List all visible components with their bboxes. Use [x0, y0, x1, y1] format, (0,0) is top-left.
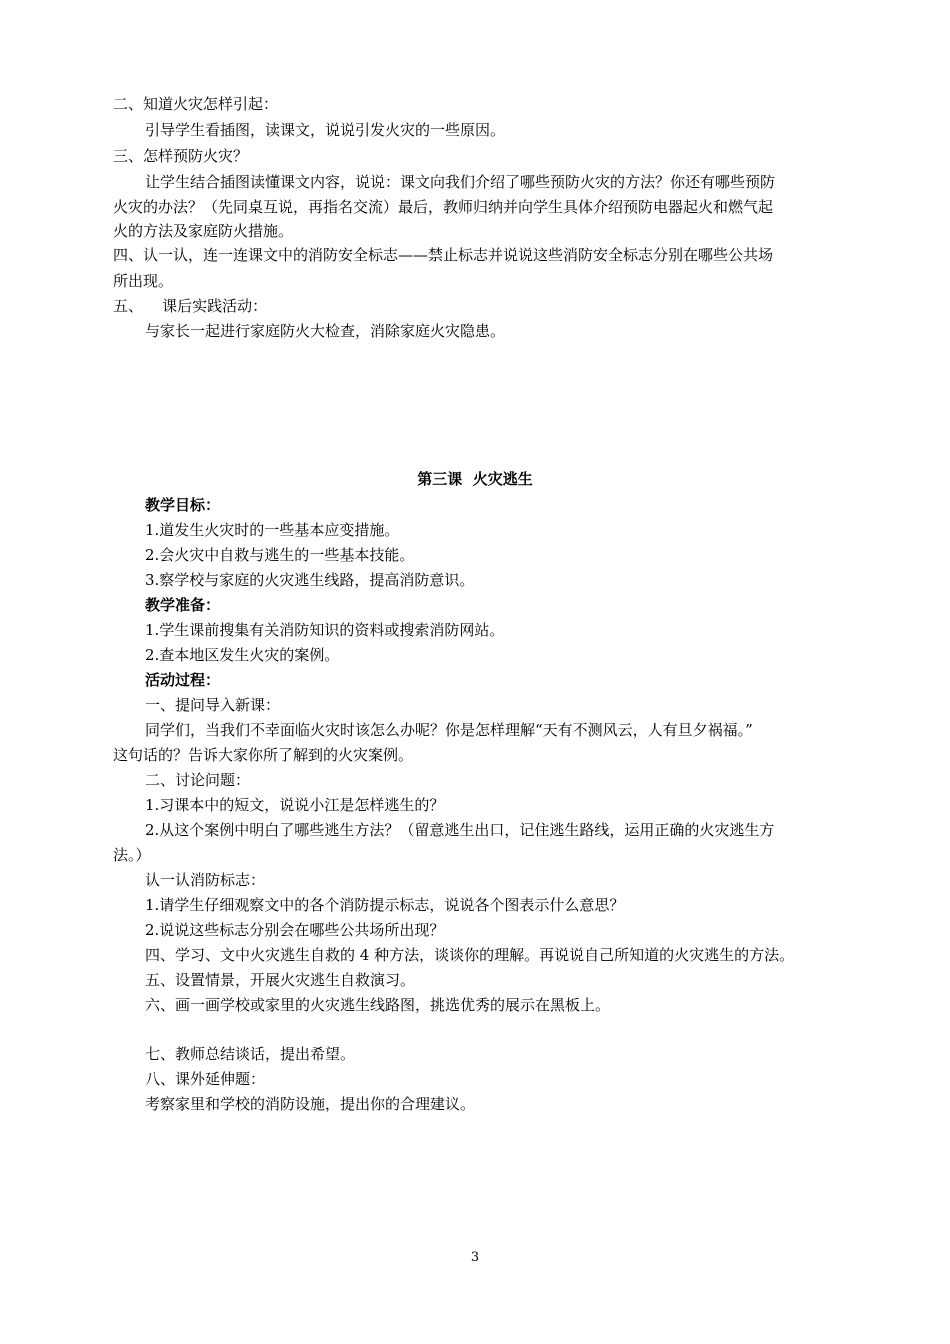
step-3-heading: 认一认消防标志： — [145, 871, 266, 889]
section-2-body: 引导学生看插图，读课文，说说引发火灾的一些原因。 — [145, 121, 506, 139]
step-8-heading: 八、课外延伸题： — [145, 1070, 266, 1088]
section-4-line: 四、认一认，连一连课文中的消防安全标志——禁止标志并说说这些消防安全标志分别在哪些公共场 — [113, 246, 774, 264]
goal-item: 2.会火灾中自救与逃生的一些基本技能。 — [145, 546, 415, 564]
goal-item: 1.道发生火灾时的一些基本应变措施。 — [145, 521, 400, 539]
section-3-body-line: 火灾的办法？（先同桌互说，再指名交流）最后，教师归纳并向学生具体介绍预防电器起火和燃气起 — [113, 198, 774, 216]
section-2-heading: 二、知道火灾怎样引起： — [113, 95, 279, 113]
lesson-title: 第三课 火灾逃生 — [417, 470, 533, 488]
process-heading: 活动过程： — [145, 671, 221, 689]
step-2-item: 2.从这个案例中明白了哪些逃生方法？（留意逃生出口，记住逃生路线，运用正确的火灾逃生方 — [145, 821, 775, 839]
step-1-body-line: 同学们，当我们不幸面临火灾时该怎么办呢？你是怎样理解“天有不测风云，人有旦夕祸福。” — [145, 721, 753, 739]
step-8-body: 考察家里和学校的消防设施，提出你的合理建议。 — [145, 1095, 476, 1113]
step-3-item: 2.说说这些标志分别会在哪些公共场所出现？ — [145, 921, 445, 939]
goal-item: 3.察学校与家庭的火灾逃生线路，提高消防意识。 — [145, 571, 475, 589]
section-5-body: 与家长一起进行家庭防火大检查，消除家庭火灾隐患。 — [145, 322, 506, 340]
step-1-body-line: 这句话的？告诉大家你所了解到的火灾案例。 — [113, 746, 414, 764]
section-4-line: 所出现。 — [113, 272, 174, 290]
step-7: 七、教师总结谈话，提出希望。 — [145, 1045, 356, 1063]
step-3-item: 1.请学生仔细观察文中的各个消防提示标志，说说各个图表示什么意思？ — [145, 896, 625, 914]
step-5: 五、设置情景，开展火灾逃生自救演习。 — [145, 971, 416, 989]
prep-heading: 教学准备： — [145, 596, 221, 614]
step-2-item: 1.习课本中的短文，说说小江是怎样逃生的？ — [145, 796, 445, 814]
step-4: 四、学习、文中火灾逃生自救的 4 种方法，谈谈你的理解。再说说自己所知道的火灾逃生的方法。 — [145, 946, 795, 964]
section-3-body-line: 让学生结合插图读懂课文内容，说说：课文向我们介绍了哪些预防火灾的方法？你还有哪些预防 — [145, 173, 776, 191]
step-2-item-continued: 法。） — [113, 846, 151, 864]
section-3-body-line: 火的方法及家庭防火措施。 — [113, 222, 294, 240]
step-2-heading: 二、讨论问题： — [145, 771, 251, 789]
page-number: 3 — [470, 1250, 480, 1265]
goals-heading: 教学目标： — [145, 496, 221, 514]
prep-item: 2.查本地区发生火灾的案例。 — [145, 646, 340, 664]
step-6: 六、画一画学校或家里的火灾逃生线路图，挑选优秀的展示在黑板上。 — [145, 996, 611, 1014]
step-1-heading: 一、提问导入新课： — [145, 696, 281, 714]
section-3-heading: 三、怎样预防火灾？ — [113, 147, 249, 165]
section-5-heading: 五、 课后实践活动： — [113, 297, 268, 315]
prep-item: 1.学生课前搜集有关消防知识的资料或搜索消防网站。 — [145, 621, 505, 639]
